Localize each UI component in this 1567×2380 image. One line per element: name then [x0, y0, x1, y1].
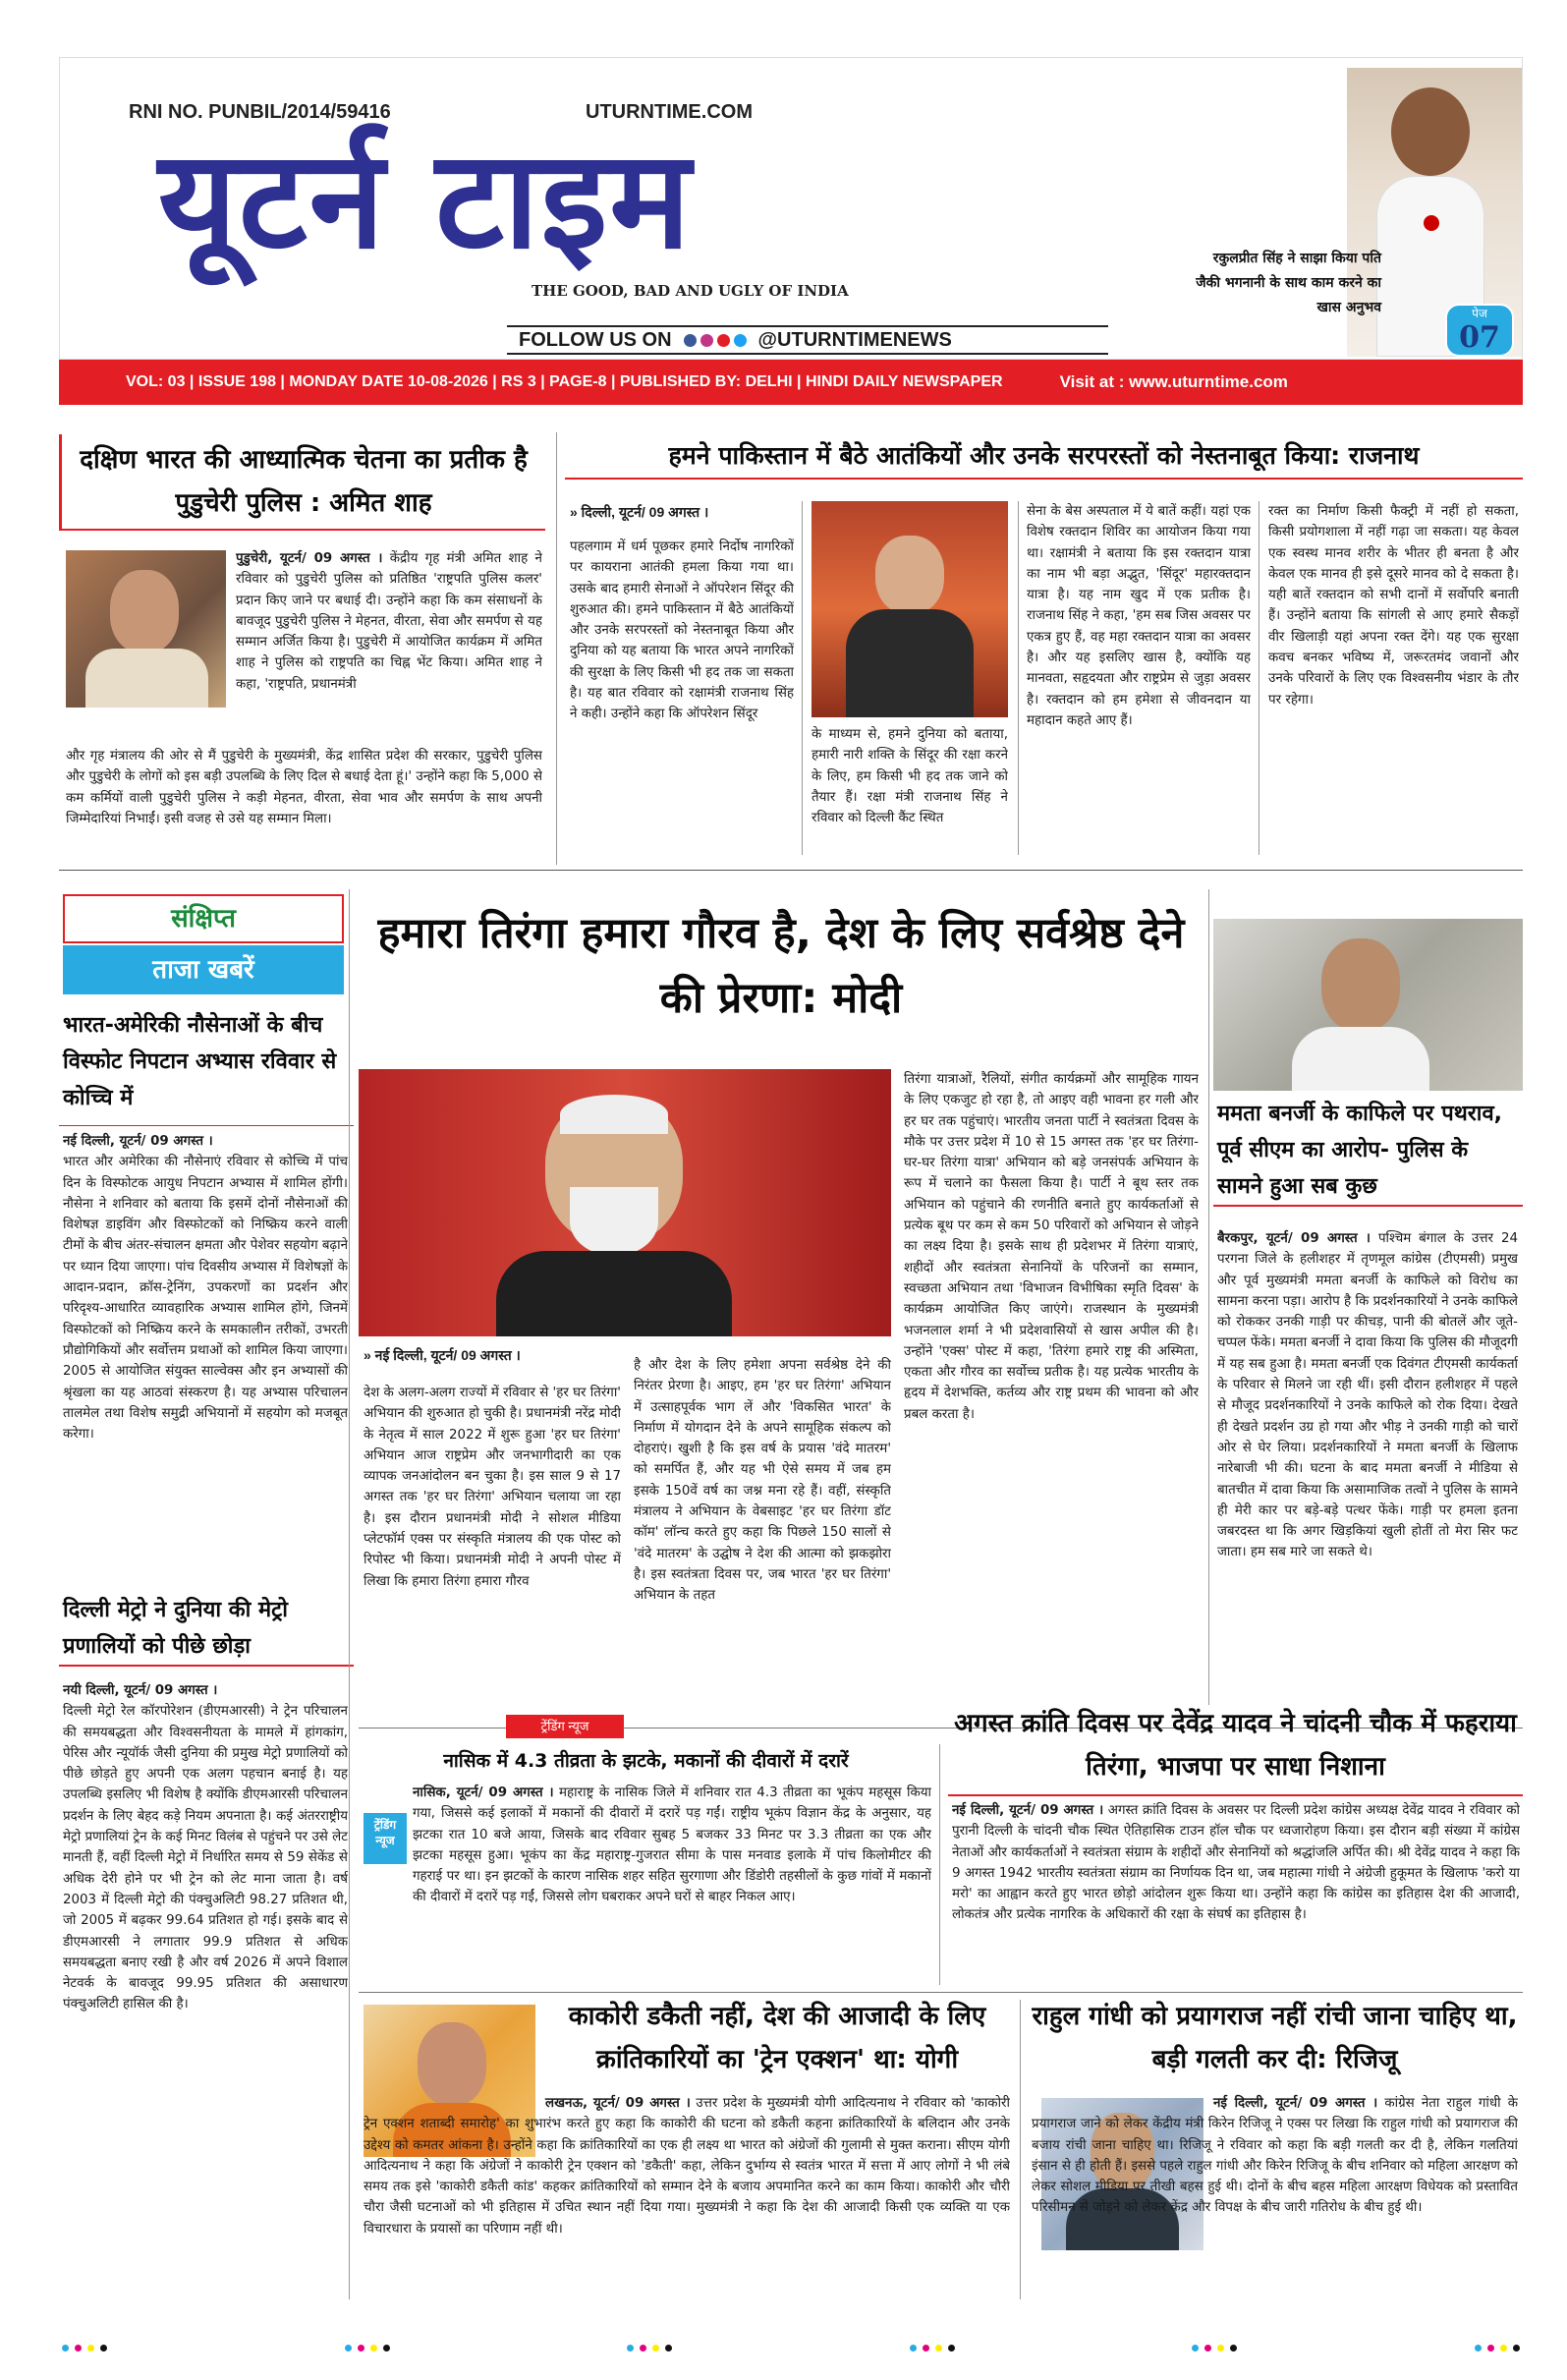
yogi-body-text: उत्तर प्रदेश के मुख्यमंत्री योगी आदित्यनाथ ने रविवार को 'काकोरी ट्रेन एक्शन शताब्दी समारोह' का शुभारंभ करते हुए कहा कि काकोरी की घटना को डकैती कहना क्रांतिकारियों के बलिदान और उनके उद्देश्य को कमतर आंकना है। उन्होंने कहा कि क्रांतिकारियों का एक ही लक्ष्य था भारत को अंग्रेजों की गुलामी से मुक्त कराना। सीएम योगी आदित्यनाथ ने कहा कि अंग्रेजों ने काकोरी ट्रेन एक्शन को 'डकैती' कहा, लेकिन दुर्भाग्य से स्वतंत्र भारत में सत्ता में आए लोगों ने भी लंबे समय तक इसे 'काकोरी डकैती कांड' कहकर क्रांतिकारियों को सम्मान देने के बजाय अपमानित करने का काम किया। काकोरी और चौरी चौरा जैसी घटनाओं को भी इतिहास में उचित स्थान नहीं दिया गया। मुख्यमंत्री ने कहा कि देश की आजादी किसी एक व्यक्ति या एक विचारधारा के प्रयासों का परिणाम नहीं थी। [364, 2096, 1010, 2237]
shah-photo-body [85, 649, 208, 708]
shah-dateline: पुडुचेरी, यूटर्न/ 09 अगस्त । [236, 551, 383, 566]
registration-strip-top [0, 0, 1567, 39]
metro-body-text: दिल्ली मेट्रो रेल कॉरपोरेशन (डीएमआरसी) ने ट्रेन परिचालन की समयबद्धता और विश्वसनीयता के मामले में हांगकांग, पेरिस और न्यूयॉर्क जैसी दुनिया की प्रमुख मेट्रो प्रणालियों को पीछे छोड़ते हुए अपनी एक अलग पहचान बनाई है। यह उपलब्धि इसलिए भी विशेष है क्योंकि डीएमआरसी परिचालन प्रदर्शन के लिए बेहद कड़े नियम अपनाता है। कई अंतरराष्ट्रीय मेट्रो प्रणालियां ट्रेन के कई मिनट विलंब से पहुंचने पर उसे लेट मानती हैं, वहीं दिल्ली मेट्रो में निर्धारित समय से 59 सेकेंड से अधिक देरी होने पर भी ट्रेन को लेट माना जाता है। वर्ष 2003 में दिल्ली मेट्रो की पंक्चुअलिटी 98.27 प्रतिशत थी, जो 2005 में बढ़कर 99.64 प्रतिशत हो गई। इसके बाद से डीएमआरसी ने लगातार 99.9 प्रतिशत से अधिक समयबद्धता बनाए रखी है और वर्ष 2026 में अपने विशाल नेटवर्क के बावजूद 99.95 प्रतिशत की असाधारण पंक्चुअलिटी हासिल की है। [63, 1704, 348, 2012]
mamata-body-text: पश्चिम बंगाल के उत्तर 24 परगना जिले के हलीशहर में तृणमूल कांग्रेस (टीएमसी) प्रमुख और पूर्व मुख्यमंत्री ममता बनर्जी के काफिले को विरोध का सामना करना पड़ा। आरोप है कि प्रदर्शनकारियों ने उनके काफिले को रोककर उनकी गाड़ी पर कीचड़, पानी की बोतलें और जूते-चप्पल फेंके। ममता बनर्जी ने दावा किया कि पुलिस की मौजूदगी में यह सब हुआ है। ममता बनर्जी एक दिवंगत टीएमसी कार्यकर्ता के परिवार से मिलने जा रही थीं। इसी दौरान हलीशहर में पहले से मौजूद प्रदर्शनकारियों ने उनके काफिले को रोक दिया। देखते ही देखते प्रदर्शन उग्र हो गया और भीड़ ने उनकी गाड़ी को चारों ओर से घेर लिया। प्रदर्शनकारियों ने ममता बनर्जी के खिलाफ नारेबाजी भी की। घटना के बाद ममता बनर्जी ने मीडिया से बातचीत में दावा किया कि असामाजिक तत्वों ने पुलिस के सामने ही मेरी कार पर बड़े-बड़े पत्थर फेंके। गाड़ी पर हमला इतना जबरदस्त था कि अगर खिड़कियां खुली होतीं तो मेरा सिर फट जाता। हम सब मारे जा सकते थे। [1217, 1231, 1518, 1560]
divider [1208, 889, 1209, 1705]
rajnath-col1: पहलगाम में धर्म पूछकर हमारे निर्दोष नागरिकों पर कायराना आतंकी हमला किया गया था। उसके बाद हमारी सेनाओं ने ऑपरेशन सिंदूर की शुरुआत की। हमने पाकिस्तान में बैठे आतंकियों और उनके सरपरस्तों को नेस्तनाबूत किया और दुनिया को यह बताया कि भारत अपने नागरिकों की सुरक्षा के लिए किसी भी हद तक जा सकता है। यह बात रविवार को रक्षामंत्री राजनाथ सिंह ने कही। उन्होंने कहा कि ऑपरेशन सिंदूर [570, 539, 794, 722]
metro-dateline: नयी दिल्ली, यूटर्न/ 09 अगस्त । [63, 1683, 218, 1698]
rni-number: RNI NO. PUNBIL/2014/59416 [129, 101, 391, 123]
reg-dots [59, 2337, 110, 2356]
social-handle[interactable]: @UTURNTIMENEWS [757, 328, 952, 351]
sankshipt-label [63, 894, 344, 943]
visit-link[interactable]: Visit at : www.uturntime.com [1059, 372, 1288, 391]
divider [939, 1744, 940, 1985]
modi-dateline: » नई दिल्ली, यूटर्न/ 09 अगस्त । [364, 1347, 521, 1363]
page-badge-number: 07 [1459, 320, 1500, 355]
modi-col2: है और देश के लिए हमेशा अपना सर्वश्रेष्ठ देने की निरंतर प्रेरणा है। आइए, हम 'हर घर तिरंगा' अभियान में उत्साहपूर्वक भाग लें और 'विकसित भारत' के निर्माण में योगदान देने के अपने सामूहिक संकल्प को दोहराएं। खुशी है कि इस वर्ष के प्रयास 'वंदे मातरम' को समर्पित हैं, और यह भी ऐसे समय में जब हम इसके 150वें वर्ष का जश्न मना रहे हैं। वहीं, संस्कृति मंत्रालय ने अभियान के वेबसाइट 'हर घर तिरंगा डॉट कॉम' लॉन्च करते हुए कहा कि पिछले 150 सालों से 'वंदे मातरम' के उद्घोष ने देश की आत्मा को झकझोरा है। इस स्वतंत्रता दिवस पर, जब भारत 'हर घर तिरंगा' अभियान के तहत [634, 1358, 891, 1604]
story-metro [59, 1592, 354, 2299]
promo-panel[interactable] [1121, 68, 1522, 357]
story-trending [359, 1715, 933, 1990]
rajnath-photo-face [875, 536, 944, 614]
rijiju-body-text: कांग्रेस नेता राहुल गांधी के प्रयागराज जाने को लेकर केंद्रीय मंत्री किरेन रिजिजू ने एक्स पर लिखा कि राहुल गांधी को प्रयागराज की बजाय रांची जाना चाहिए था। रिजिजू ने रविवार को कहा कि बड़ी गलती कर दी है, लेकिन गलतियां इंसान से ही होती हैं। इससे पहले राहुल गांधी और किरेन रिजिजू के बीच शनिवार को महिला आरक्षण को लेकर सोशल मीडिया पर तीखी बहस हुई थी। दोनों के बीच बहस महिला आरक्षण विधेयक को प्रस्तावित परिसीमन से जोड़ने को लेकर केंद्र और विपक्ष के बीच जारी गतिरोध के बीच हुई थी। [1032, 2096, 1518, 2216]
trending-tag: ट्रेंडिंग न्यूज [506, 1715, 624, 1738]
metro-body [63, 1680, 348, 2299]
instagram-icon[interactable] [700, 334, 713, 347]
promo-text: रकुलप्रीत सिंह ने साझा किया पति जैकी भगनानी के साथ काम करने का खास अनुभव [1196, 251, 1381, 315]
navy-body [63, 1131, 348, 1563]
rajnath-col4: रक्त का निर्माण किसी फैक्ट्री में नहीं हो सकता, किसी प्रयोगशाला में नहीं गढ़ा जा सकता। यह केवल एक स्वस्थ मानव शरीर के भीतर ही बनता है और केवल एक मानव ही इसे दूसरे मानव को दे सकता है। यही बातें रक्तदान को सभी दानों में सर्वोपरि बनाती हैं। उन्होंने बताया कि सांगली से आए हमारे सैकड़ों वीर खिलाड़ी यहां अपना रक्त देंगे। यह एक सुरक्षा कवच बनकर भविष्य में, जरूरतमंद जवानों और उनके परिवारों के लिए एक विश्वसनीय भंडार के तौर पर रहेगा। [1268, 504, 1519, 708]
story-yadav [948, 1702, 1523, 1987]
modi-photo-hair [560, 1095, 668, 1134]
divider [556, 432, 557, 865]
info-bar-text: VOL: 03 | ISSUE 198 | MONDAY DATE 10-08-2026 | RS 3 | PAGE-8 | PUBLISHED BY: DELHI | HINDI DAILY NEWSPAPER [126, 373, 1003, 390]
yogi-body [364, 2093, 1010, 2297]
yogi-dateline: लखनऊ, यूटर्न/ 09 अगस्त । [545, 2096, 691, 2111]
story-mamata [1213, 889, 1523, 1705]
info-bar [59, 360, 1523, 405]
divider [59, 1125, 354, 1126]
shah-headline[interactable]: दक्षिण भारत की आध्यात्मिक चेतना का प्रतीक है पुडुचेरी पुलिस : अमित शाह [80, 445, 528, 518]
rajnath-col2: के माध्यम से, हमने दुनिया को बताया, हमारी नारी शक्ति के सिंदूर की रक्षा करने के लिए, हम किसी भी हद तक जाने को तैयार हैं। रक्षा मंत्री राजनाथ सिंह ने रविवार को दिल्ली कैंट स्थित [811, 727, 1008, 826]
trending-dateline: नासिक, यूटर्न/ 09 अगस्त । [413, 1785, 554, 1800]
story-shah [59, 434, 545, 867]
masthead-title: यूटर्न टाइम [158, 121, 693, 279]
reg-dots [907, 2337, 958, 2356]
trending-headline[interactable]: नासिक में 4.3 तीव्रता के झटके, मकानों की दीवारों में दरारें [443, 1750, 849, 1772]
sankshipt-header [59, 894, 354, 994]
taza-khabrein-text: ताजा खबरें [152, 955, 254, 985]
yadav-headline[interactable]: अगस्त क्रांति दिवस पर देवेंद्र यादव ने चांदनी चौक में फहराया तिरंगा, भाजपा पर साधा निशाना [954, 1709, 1517, 1782]
registration-marks-bottom [59, 2337, 1523, 2356]
mamata-photo-saree [1292, 1027, 1429, 1091]
reg-dots [342, 2337, 393, 2356]
rose-icon [1424, 215, 1439, 231]
navy-dateline: नई दिल्ली, यूटर्न/ 09 अगस्त । [63, 1134, 213, 1149]
story-modi [359, 889, 1203, 1744]
rajnath-dateline: » दिल्ली, यूटर्न/ 09 अगस्त । [570, 504, 709, 520]
divider [59, 870, 1523, 871]
divider [802, 501, 803, 855]
trending-badge-text: ट्रेंडिंग न्यूज [373, 1818, 397, 1847]
mamata-dateline: बैरकपुर, यूटर्न/ 09 अगस्त । [1217, 1231, 1371, 1246]
page-badge [1445, 304, 1514, 357]
shah-photo [66, 550, 226, 708]
page-badge-label: पेज [1472, 307, 1487, 320]
shah-headline-box [59, 434, 545, 531]
shah-rest: और गृह मंत्रालय की ओर से मैं पुडुचेरी के मुख्यमंत्री, केंद्र शासित प्रदेश की सरकार, पुडुचेरी पुलिस और पुडुचेरी के लोगों को इस बड़ी उपलब्धि के लिए दिल से बधाई देता हूं।' उन्होंने कहा कि 5,000 से कम कर्मियों वाली पुडुचेरी पुलिस ने कड़ी मेहनत, वीरता, सेवा भाव और समर्पण के साथ अपनी जिम्मेदारियां निभाईं। इसी वजह से उसे यह सम्मान मिला। [66, 749, 542, 826]
rijiju-body [1032, 2093, 1518, 2297]
sankshipt-label-text: संक्षिप्त [171, 904, 236, 934]
masthead-tagline: THE GOOD, BAD AND UGLY OF INDIA [532, 282, 849, 300]
shah-lead-text: केंद्रीय गृह मंत्री अमित शाह ने रविवार को पुडुचेरी पुलिस को प्रतिष्ठित 'राष्ट्रपति पुलिस कलर' प्रदान किए जाने पर बधाई दी। उन्होंने कहा कि कम संसाधनों के बावजूद पुडुचेरी पुलिस ने मेहनत, वीरता, सेवा और समर्पण से यह सम्मान अर्जित किया है। पुडुचेरी में आयोजित कार्यक्रम में अमित शाह ने पुलिस को राष्ट्रपति का चिह्न भेंट किया। अमित शाह ने कहा, 'राष्ट्रपति, प्रधानमंत्री [236, 551, 542, 692]
story-navy [59, 1007, 354, 1567]
rajnath-photo-body [846, 609, 974, 717]
follow-label: FOLLOW US ON [519, 328, 672, 351]
yadav-dateline: नई दिल्ली, यूटर्न/ 09 अगस्त । [952, 1803, 1104, 1818]
mamata-body [1217, 1228, 1518, 1702]
modi-col1: देश के अलग-अलग राज्यों में रविवार से 'हर घर तिरंगा' अभियान की शुरुआत हो चुकी है। प्रधानमंत्री नरेंद्र मोदी के नेतृत्व में साल 2022 में शुरू हुआ 'हर घर तिरंगा' अभियान आज राष्ट्रप्रेम और जनभागीदारी का एक व्यापक जनआंदोलन बन चुका है। इस साल 9 से 17 अगस्त तक 'हर घर तिरंगा' अभियान चलाया जा रहा है। इस दौरान प्रधानमंत्री मोदी ने सोशल मीडिया प्लेटफॉर्म एक्स पर संस्कृति मंत्रालय की एक पोस्ट को रिपोस्ट भी किया। प्रधानमंत्री मोदी ने अपनी पोस्ट में लिखा कि हमारा तिरंगा हमारा गौरव [364, 1386, 621, 1589]
rajnath-photo [811, 501, 1008, 717]
taza-khabrein-label [63, 945, 344, 994]
modi-headline[interactable]: हमारा तिरंगा हमारा गौरव है, देश के लिए सर्वश्रेष्ठ देने की प्रेरणा: मोदी [377, 909, 1185, 1023]
promo-figure [1391, 87, 1470, 176]
mamata-headline[interactable]: ममता बनर्जी के काफिले पर पथराव, पूर्व सीएम का आरोप- पुलिस के सामने हुआ सब कुछ [1213, 1096, 1523, 1207]
website-top[interactable]: UTURNTIME.COM [586, 101, 753, 123]
trending-body-text: महाराष्ट्र के नासिक जिले में शनिवार रात 4.3 तीव्रता का भूकंप महसूस किया गया, जिससे कई इलाकों में मकानों की दीवारों में दरारें पड़ गईं। राष्ट्रीय भूकंप विज्ञान केंद्र के अनुसार, यह झटका रात 10 बजे आया, जिसके बाद रविवार सुबह 5 बजकर 33 मिनट पर 3.3 तीव्रता का एक और झटका महसूस हुआ। भूकंप का केंद्र महाराष्ट्र-गुजरात सीमा के पास मनवाड इलाके में पांच किलोमीटर की गहराई पर था। इन झटकों के कारण नासिक शहर सहित सुरगाणा और डिंडोरी तहसीलों के कुछ गांवों में मकानों की दीवारों में दरारें पड़ गईं, जिससे लोग घबराकर अपने घरों से बाहर निकल आए। [413, 1785, 931, 1905]
rajnath-headline[interactable]: हमने पाकिस्तान में बैठे आतंकियों और उनके सरपरस्तों को नेस्तनाबूत किया: राजनाथ [565, 434, 1523, 480]
divider [1020, 2000, 1021, 2299]
follow-bar [507, 325, 1108, 355]
yadav-body [952, 1800, 1520, 1985]
rajnath-col3: सेना के बेस अस्पताल में ये बातें कहीं। यहां एक विशेष रक्तदान शिविर का आयोजन किया गया था। रक्षामंत्री ने बताया कि इस रक्तदान यात्रा का नाम भी बड़ा अद्भुत, 'सिंदूर' महारक्तदान यात्रा है। यह नाम खुद में एक प्रतीक है। राजनाथ सिंह ने कहा, 'हम सब जिस अवसर पर एकत्र हुए हैं, वह महा रक्तदान यात्रा का अवसर है। और यह इसलिए खास है, क्योंकि यह मानवता, सहृदयता और राष्ट्रप्रेम से जुड़ा अवसर है। रक्तदान को हम हमेशा से जीवनदान या महादान कहते आए हैं। [1027, 504, 1251, 728]
story-rijiju [1027, 1995, 1523, 2299]
divider [349, 889, 350, 2299]
yogi-headline[interactable]: काकोरी डकैती नहीं, देश की आजादी के लिए क्रांतिकारियों का 'ट्रेन एक्शन' था: योगी [568, 2002, 986, 2074]
youtube-icon[interactable] [717, 334, 730, 347]
divider [359, 1992, 1523, 1993]
divider [948, 1794, 1523, 1796]
modi-photo-body [496, 1251, 732, 1336]
mamata-photo-face [1321, 938, 1400, 1032]
reg-dots [1472, 2337, 1523, 2356]
masthead [59, 57, 1523, 360]
yadav-body-text: अगस्त क्रांति दिवस के अवसर पर दिल्ली प्रदेश कांग्रेस अध्यक्ष देवेंद्र यादव ने रविवार को पुरानी दिल्ली के चांदनी चौक स्थित ऐतिहासिक टाउन हॉल चौक पर ध्वजारोहण किया। इस दौरान बड़ी संख्या में कांग्रेस नेताओं और कार्यकर्ताओं ने स्वतंत्रता संग्राम के शहीदों और सेनानियों को श्रद्धांजलि अर्पित की। श्री देवेंद्र यादव ने कहा कि 9 अगस्त 1942 भारतीय स्वतंत्रता संग्राम का निर्णायक दिन था, जब महात्मा गांधी ने अंग्रेजी हुकूमत के खिलाफ 'करो या मरो' का आह्वान करते हुए भारत छोड़ो आंदोलन शुरू किया था। उन्होंने कहा कि कांग्रेस का इतिहास देश की आजादी, लोकतंत्र और प्रत्येक नागरिक के अधिकारों की रक्षा के संघर्ष का इतिहास है। [952, 1803, 1520, 1923]
reg-dots [1189, 2337, 1240, 2356]
reg-dots [624, 2337, 675, 2356]
trending-badge [364, 1813, 407, 1864]
trending-body [413, 1783, 931, 1981]
rijiju-dateline: नई दिल्ली, यूटर्न/ 09 अगस्त । [1213, 2096, 1378, 2111]
divider [1018, 501, 1019, 855]
modi-col3: तिरंगा यात्राओं, रैलियों, संगीत कार्यक्रमों और सामूहिक गायन के लिए एकजुट हो रहा है, तो आइए वही भावना हर गली और हर घर तक पहुंचाएं। भारतीय जनता पार्टी ने स्वतंत्रता दिवस के मौके पर उत्तर प्रदेश में 10 से 15 अगस्त तक 'हर घर तिरंगा-घर-घर तिरंगा यात्रा' अभियान को बड़े जनसंपर्क अभियान के रूप में चलाने का फैसला किया है। पार्टी ने बूथ स्तर तक अभियान को पहुंचाने की रणनीति बनाते हुए कार्यकर्ताओं से प्रत्येक बूथ पर कम से कम 50 परिवारों को अभियान से जोड़ने का लक्ष्य दिया है। इसके साथ ही प्रदेशभर में तिरंगा यात्राएं, शहीदों और स्वतंत्रता सेनानियों के परिजनों का सम्मान, स्वच्छता अभियान तथा 'विभाजन विभीषिका स्मृति दिवस' के कार्यक्रम आयोजित किए जाएंगे। राजस्थान के मुख्यमंत्री भजनलाल शर्मा ने भी प्रदेशवासियों से खास अपील की है। उन्होंने 'एक्स' पोस्ट में कहा, 'तिरंगा हमारे राष्ट्र की अस्मिता, एकता और गौरव का सर्वोच्च प्रतीक है। यह प्रत्येक भारतीय के हृदय में देशभक्ति, कर्तव्य और राष्ट्र प्रथम की भावना को और प्रबल करता है। [904, 1072, 1199, 1422]
facebook-icon[interactable] [684, 334, 697, 347]
modi-photo-beard [570, 1187, 658, 1256]
shah-photo-face [110, 570, 179, 653]
story-yogi [359, 1995, 1012, 2299]
twitter-icon[interactable] [734, 334, 747, 347]
modi-photo [359, 1069, 891, 1336]
rijiju-headline[interactable]: राहुल गांधी को प्रयागराज नहीं रांची जाना चाहिए था, बड़ी गलती कर दी: रिजिजू [1032, 2002, 1518, 2074]
metro-headline[interactable]: दिल्ली मेट्रो ने दुनिया की मेट्रो प्रणालियों को पीछे छोड़ा [59, 1592, 354, 1667]
story-rajnath [565, 434, 1523, 867]
navy-body-text: भारत और अमेरिका की नौसेनाएं रविवार से कोच्चि में पांच दिन के विस्फोटक आयुध निपटान अभ्यास में शामिल होंगी। नौसेना ने शनिवार को बताया कि इसमें दोनों नौसेनाओं की विशेषज्ञ डाइविंग और विस्फोटकों को निष्क्रिय करने वाली टीमों के बीच अंतर-संचालन क्षमता और पेशेवर सहयोग बढ़ाने पर ध्यान दिया जाएगा। पांच दिवसीय अभ्यास में विशेषज्ञों के आदान-प्रदान, क्रॉस-ट्रेनिंग, उपकरणों का प्रदर्शन और परिदृश्य-आधारित व्यावहारिक अभ्यास शामिल होंगे, जिनमें विस्फोटकों को निष्क्रिय करने के समकालीन तरीकों, उभरती प्रौद्योगिकियों और सर्वोत्तम प्रथाओं को शामिल किया जाएगा। 2005 से आयोजित संयुक्त साल्वेक्स और इन अभ्यासों की श्रृंखला का यह आठवां संस्करण है। यह अभ्यास परिचालन तालमेल तथा विशेष समुद्री अभियानों में सहयोग को मजबूत करेगा। [63, 1155, 348, 1443]
mamata-photo [1213, 919, 1523, 1091]
navy-headline[interactable]: भारत-अमेरिकी नौसेनाओं के बीच विस्फोट निपटान अभ्यास रविवार से कोच्चि में [63, 1013, 337, 1110]
